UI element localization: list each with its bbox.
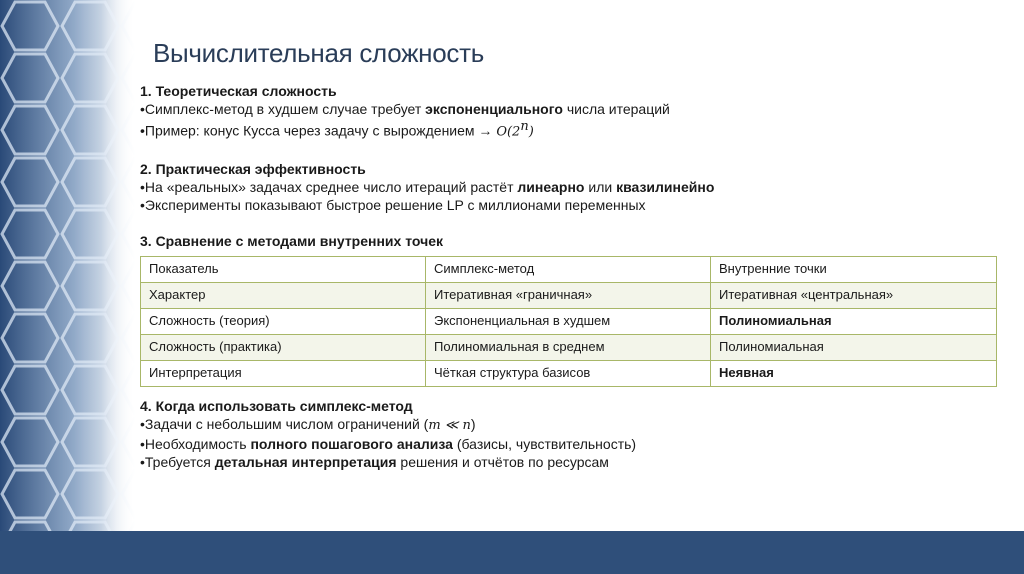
table-cell: Показатель [141, 256, 426, 282]
table-row [141, 256, 997, 282]
section-1-bullet-1: •Симплекс-метод в худшем случае требует экспоненциального числа итераций [140, 101, 670, 117]
table-cell: Итеративная «граничная» [426, 282, 711, 308]
section-2-bullet-1: •На «реальных» задачах среднее число итераций растёт линеарно или квазилинейно [140, 178, 715, 195]
table-cell: Интерпретация [141, 360, 426, 386]
table-cell: Экспоненциальная в худшем [426, 308, 711, 334]
section-3-heading: 3. Сравнение с методами внутренних точек [140, 232, 444, 249]
table-cell: Полиномиальная [711, 334, 997, 360]
section-2-heading: 2. Практическая эффективность [140, 160, 366, 177]
table-cell: Полиномиальная в среднем [426, 334, 711, 360]
table-row [141, 282, 997, 308]
table-cell: Сложность (практика) [141, 334, 426, 360]
section-2-bullet-2: •Эксперименты показывают быстрое решение LP с миллионами переменных [140, 196, 646, 213]
table-row [141, 334, 997, 360]
table-cell: Итеративная «центральная» [711, 282, 997, 308]
section-1-heading: 1. Теоретическая сложность [140, 83, 337, 99]
table-cell: Сложность (теория) [141, 308, 426, 334]
decorative-hexagon-panel [0, 0, 135, 574]
footer-bar [0, 531, 1024, 574]
table-row [141, 308, 997, 334]
table-row [141, 360, 997, 386]
section-4-heading: 4. Когда использовать симплекс-метод [140, 397, 413, 414]
table-cell: Характер [141, 282, 426, 308]
table-cell: Неявная [711, 360, 997, 386]
section-1-bullet-2: •Пример: конус Кусса через задачу с вырождением → $O(2^n)$ [140, 119, 534, 140]
comparison-table [140, 256, 997, 387]
table-cell: Чёткая структура базисов [426, 360, 711, 386]
section-4-bullet-2: •Необходимость полного пошагового анализа (базисы, чувствительность) [140, 435, 637, 452]
table-cell: Полиномиальная [711, 308, 997, 334]
slide-title: Вычислительная сложность [153, 38, 484, 68]
section-4-bullet-3: •Требуется детальная интерпретация решения и отчётов по ресурсам [140, 453, 609, 470]
table-cell: Симплекс-метод [426, 256, 711, 282]
section-4-bullet-1: •Задачи с небольшим числом ограничений (m ≪ n) [140, 415, 476, 433]
slide-content [140, 82, 1000, 471]
table-cell: Внутренние точки [711, 256, 997, 282]
